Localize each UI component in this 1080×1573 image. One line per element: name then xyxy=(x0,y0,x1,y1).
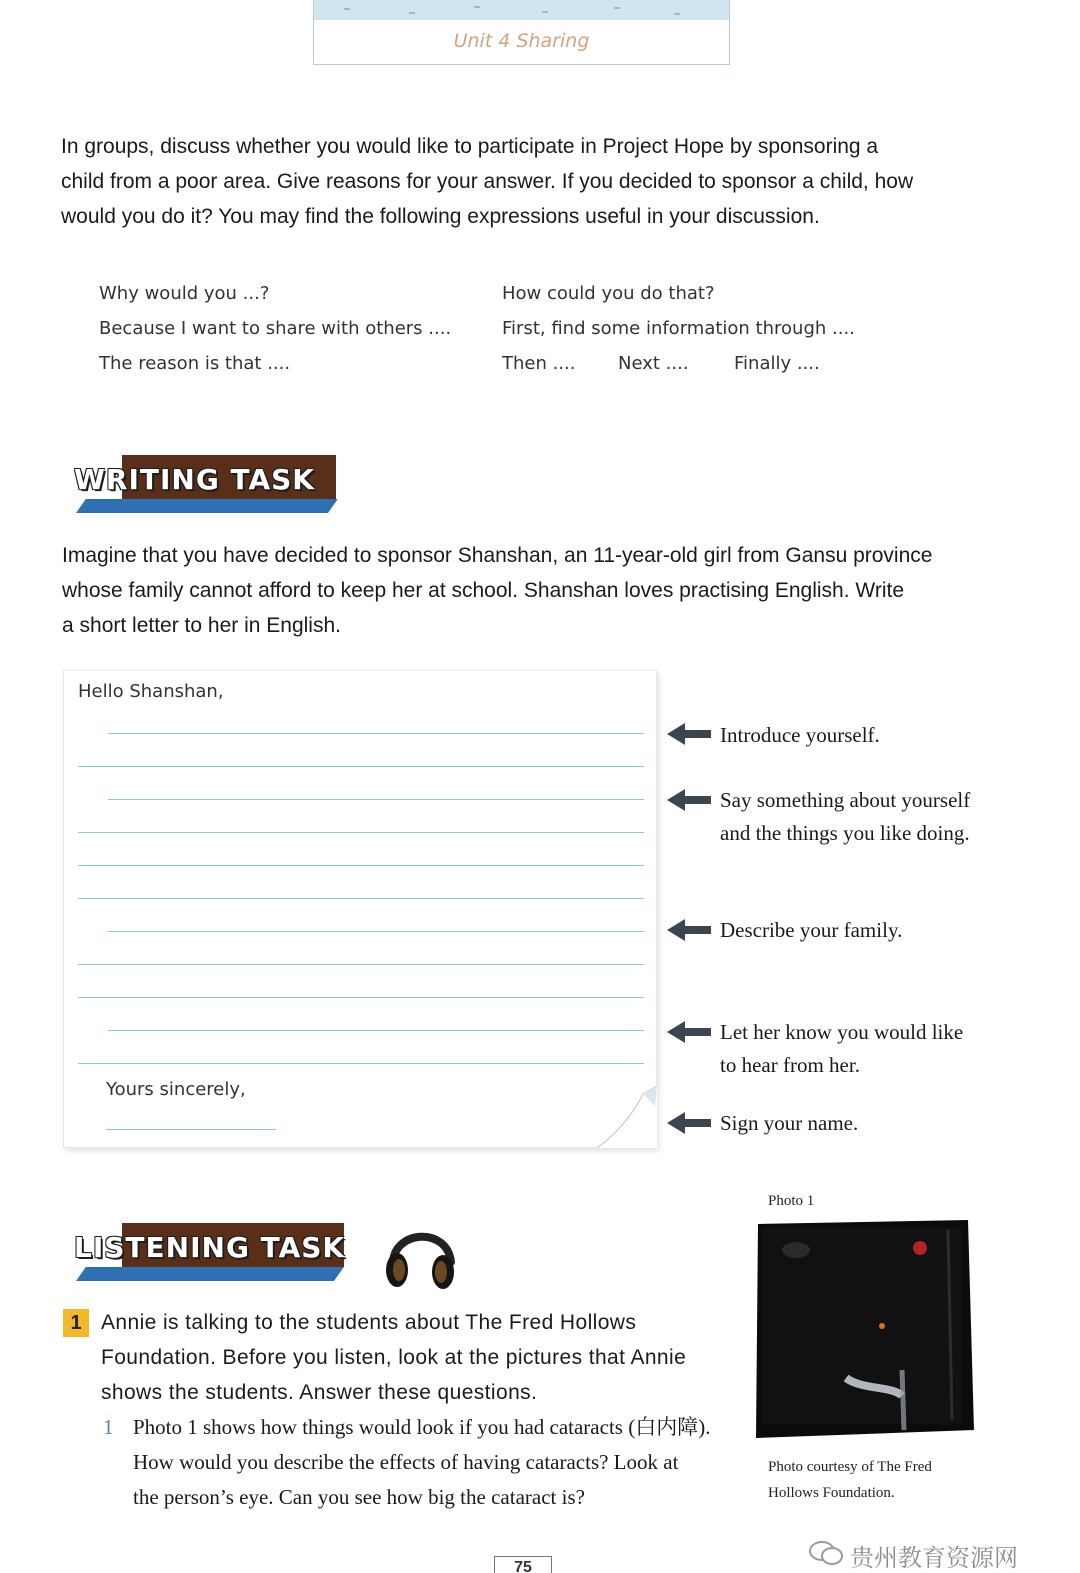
writing-line: Imagine that you have decided to sponsor Shanshan, an 11-year-old girl from Gansu province xyxy=(62,544,933,567)
expression: How could you do that? xyxy=(502,283,715,304)
watermark-text: 贵州教育资源网 xyxy=(850,1544,1018,1572)
writing-line-blank[interactable] xyxy=(108,733,644,734)
writing-line-blank[interactable] xyxy=(78,1063,644,1064)
headphones-icon xyxy=(383,1222,461,1292)
writing-task-heading xyxy=(62,455,342,513)
letter-closing: Yours sincerely, xyxy=(106,1079,246,1100)
writing-line: a short letter to her in English. xyxy=(62,614,341,637)
note-line: Describe your family. xyxy=(720,918,903,942)
left-arrow-icon xyxy=(667,789,711,811)
writing-line-blank[interactable] xyxy=(78,898,644,899)
expressions-right xyxy=(502,276,952,381)
note-line: Say something about yourself xyxy=(720,788,971,812)
photo-label: Photo 1 xyxy=(768,1193,815,1209)
expression: Then .... xyxy=(502,353,576,374)
expressions-left xyxy=(99,276,499,381)
letter-greeting: Hello Shanshan, xyxy=(78,681,224,702)
expression: Why would you ...? xyxy=(99,283,270,304)
expression: Next .... xyxy=(618,353,689,374)
expression: Finally .... xyxy=(734,353,820,374)
sub-line: the person’s eye. Can you see how big the cataract is? xyxy=(133,1485,585,1509)
page-number: 75 xyxy=(494,1556,552,1573)
signature-line[interactable] xyxy=(106,1129,276,1130)
note-line: Let her know you would like xyxy=(720,1020,964,1044)
item-line: Foundation. Before you listen, look at the pictures that Annie xyxy=(101,1346,687,1369)
note-line: and the things you like doing. xyxy=(720,821,970,845)
sub-question-text xyxy=(133,1410,743,1515)
writing-line-blank[interactable] xyxy=(78,997,644,998)
sub-question-number: 1 xyxy=(103,1415,114,1439)
page-curl-icon xyxy=(597,1086,657,1148)
intro-line: In groups, discuss whether you would like to participate in Project Hope by sponsoring a xyxy=(61,135,879,158)
item-number-badge: 1 xyxy=(63,1309,89,1337)
writing-line-blank[interactable] xyxy=(108,931,644,932)
intro-paragraph xyxy=(61,129,1021,234)
letter-template xyxy=(63,670,657,1148)
writing-line: whose family cannot afford to keep her at school. Shanshan loves practising English. Write xyxy=(62,579,905,602)
writing-line-blank[interactable] xyxy=(78,865,644,866)
note-line: Sign your name. xyxy=(720,1111,859,1135)
unit-header-banner xyxy=(313,0,730,65)
section-title: WRITING TASK xyxy=(74,463,316,496)
note-family xyxy=(720,914,902,947)
left-arrow-icon xyxy=(667,919,711,941)
wechat-icon xyxy=(808,1540,844,1566)
banner-sky-strip xyxy=(314,0,729,20)
intro-line: child from a poor area. Give reasons for your answer. If you decided to sponsor a child, how xyxy=(61,170,914,193)
sub-line: Photo 1 shows how things would look if you had cataracts (白内障). xyxy=(133,1415,711,1439)
listening-item-text xyxy=(101,1305,741,1410)
note-line: Introduce yourself. xyxy=(720,723,880,747)
intro-line: would you do it? You may find the following expressions useful in your discussion. xyxy=(61,205,820,228)
left-arrow-icon xyxy=(667,723,711,745)
left-arrow-icon xyxy=(667,1021,711,1043)
expression: Because I want to share with others .... xyxy=(99,318,452,339)
note-line: to hear from her. xyxy=(720,1053,860,1077)
writing-line-blank[interactable] xyxy=(78,964,644,965)
item-line: shows the students. Answer these questions. xyxy=(101,1381,538,1404)
note-introduce xyxy=(720,719,880,752)
sub-line: How would you describe the effects of having cataracts? Look at xyxy=(133,1450,679,1474)
note-about-yourself xyxy=(720,784,970,850)
writing-line-blank[interactable] xyxy=(108,1030,644,1031)
photo-caption xyxy=(768,1454,932,1506)
left-arrow-icon xyxy=(667,1112,711,1134)
writing-line-blank[interactable] xyxy=(78,766,644,767)
expression: First, find some information through .... xyxy=(502,318,855,339)
note-hear-from-her xyxy=(720,1016,963,1082)
listening-task-heading xyxy=(62,1223,352,1281)
writing-line-blank[interactable] xyxy=(108,799,644,800)
writing-line-blank[interactable] xyxy=(78,832,644,833)
cataract-photo xyxy=(752,1220,974,1438)
expression: The reason is that .... xyxy=(99,353,291,374)
note-sign-name xyxy=(720,1107,858,1140)
caption-line: Hollows Foundation. xyxy=(768,1485,895,1501)
unit-title: Unit 4 Sharing xyxy=(453,30,590,52)
item-line: Annie is talking to the students about The Fred Hollows xyxy=(101,1311,637,1334)
writing-task-paragraph xyxy=(62,538,1022,643)
caption-line: Photo courtesy of The Fred xyxy=(768,1459,932,1475)
section-title: LISTENING TASK xyxy=(74,1231,346,1264)
